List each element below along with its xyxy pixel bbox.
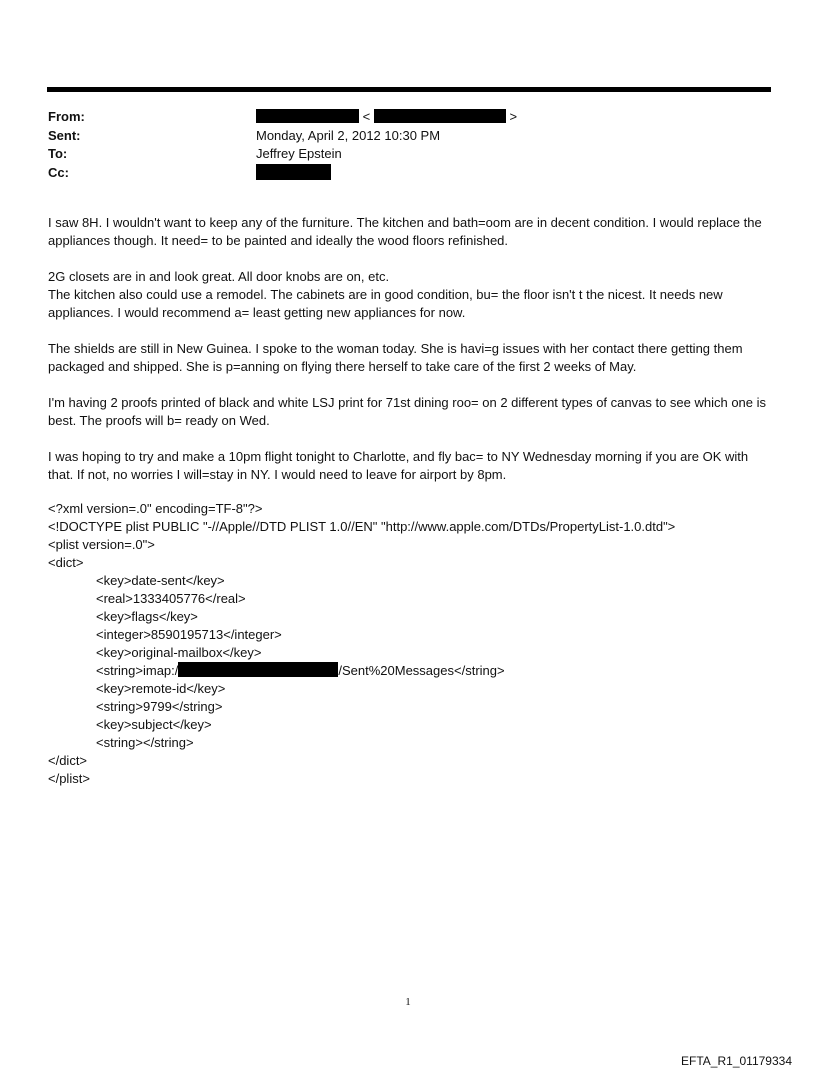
- header-rule: [47, 87, 771, 92]
- xml-line: <real>1333405776</real>: [96, 591, 246, 606]
- xml-line: <!DOCTYPE plist PUBLIC "-//Apple//DTD PLIST 1.0//EN" "http://www.apple.com/DTDs/PropertyList-1.0.dtd">: [48, 519, 676, 534]
- body-paragraph: I was hoping to try and make a 10pm flight tonight to Charlotte, and fly bac= to NY Wednesday morning if you are OK with that. If not, no worries I will=stay in NY. I would need to leave for airport by 8pm.: [48, 449, 749, 482]
- redaction-block: [256, 109, 359, 123]
- redaction-block: [178, 662, 338, 677]
- sent-label: Sent:: [48, 127, 81, 143]
- xml-line: <key>remote-id</key>: [96, 681, 226, 696]
- xml-line: <key>original-mailbox</key>: [96, 645, 262, 660]
- xml-line: </dict>: [48, 753, 88, 768]
- xml-line: <key>date-sent</key>: [96, 573, 225, 588]
- redaction-block: [374, 109, 506, 123]
- email-body: [48, 214, 773, 502]
- xml-line: <string>9799</string>: [96, 699, 223, 714]
- sent-value: Monday, April 2, 2012 10:30 PM: [256, 127, 441, 143]
- xml-line-mailbox: [48, 662, 675, 680]
- xml-line: <?xml version=.0" encoding=TF-8"?>: [48, 501, 263, 516]
- body-paragraph: 2G closets are in and look great. All door knobs are on, etc.: [48, 269, 390, 284]
- from-close-bracket: >: [509, 109, 518, 124]
- xml-line: <string></string>: [96, 735, 194, 750]
- plist-xml-block: [48, 500, 675, 788]
- xml-line: <key>flags</key>: [96, 609, 198, 624]
- xml-line: <dict>: [48, 555, 84, 570]
- redaction-block: [256, 164, 331, 180]
- cc-value: [256, 164, 331, 184]
- to-value: Jeffrey Epstein: [256, 146, 342, 161]
- xml-line: <plist version=.0">: [48, 537, 155, 552]
- body-paragraph: I saw 8H. I wouldn't want to keep any of the furniture. The kitchen and bath=oom are in decent condition. I would replace the appliances though. It need= to be painted and ideally the wood floors refinished.: [48, 215, 762, 248]
- from-value: [256, 108, 517, 127]
- document-id: EFTA_R1_01179334: [681, 1054, 792, 1068]
- body-paragraph: The shields are still in New Guinea. I spoke to the woman today. She is havi=g issues with her contact there getting them packaged and shipped. She is p=anning on flying there herself to take care of the first 2 weeks of May.: [48, 341, 743, 374]
- from-label: From:: [48, 109, 85, 124]
- xml-mailbox-prefix: <string>imap:/: [96, 663, 179, 678]
- from-open-bracket: <: [362, 109, 371, 124]
- body-paragraph: I'm having 2 proofs printed of black and white LSJ print for 71st dining roo= on 2 different types of canvas to see which one is best. The proofs will b= ready on Wed.: [48, 395, 767, 428]
- xml-mailbox-suffix: /Sent%20Messages</string>: [338, 663, 505, 678]
- to-label: To:: [48, 146, 68, 161]
- page-number: 1: [405, 996, 411, 1008]
- body-paragraph: The kitchen also could use a remodel. The cabinets are in good condition, bu= the floor isn't t the nicest. It needs new appliances. I would recommend a= least getting new appliances for now.: [48, 287, 723, 320]
- xml-line: <key>subject</key>: [96, 717, 212, 732]
- xml-line: <integer>8590195713</integer>: [96, 627, 282, 642]
- cc-label: Cc:: [48, 164, 69, 180]
- xml-line: </plist>: [48, 771, 90, 786]
